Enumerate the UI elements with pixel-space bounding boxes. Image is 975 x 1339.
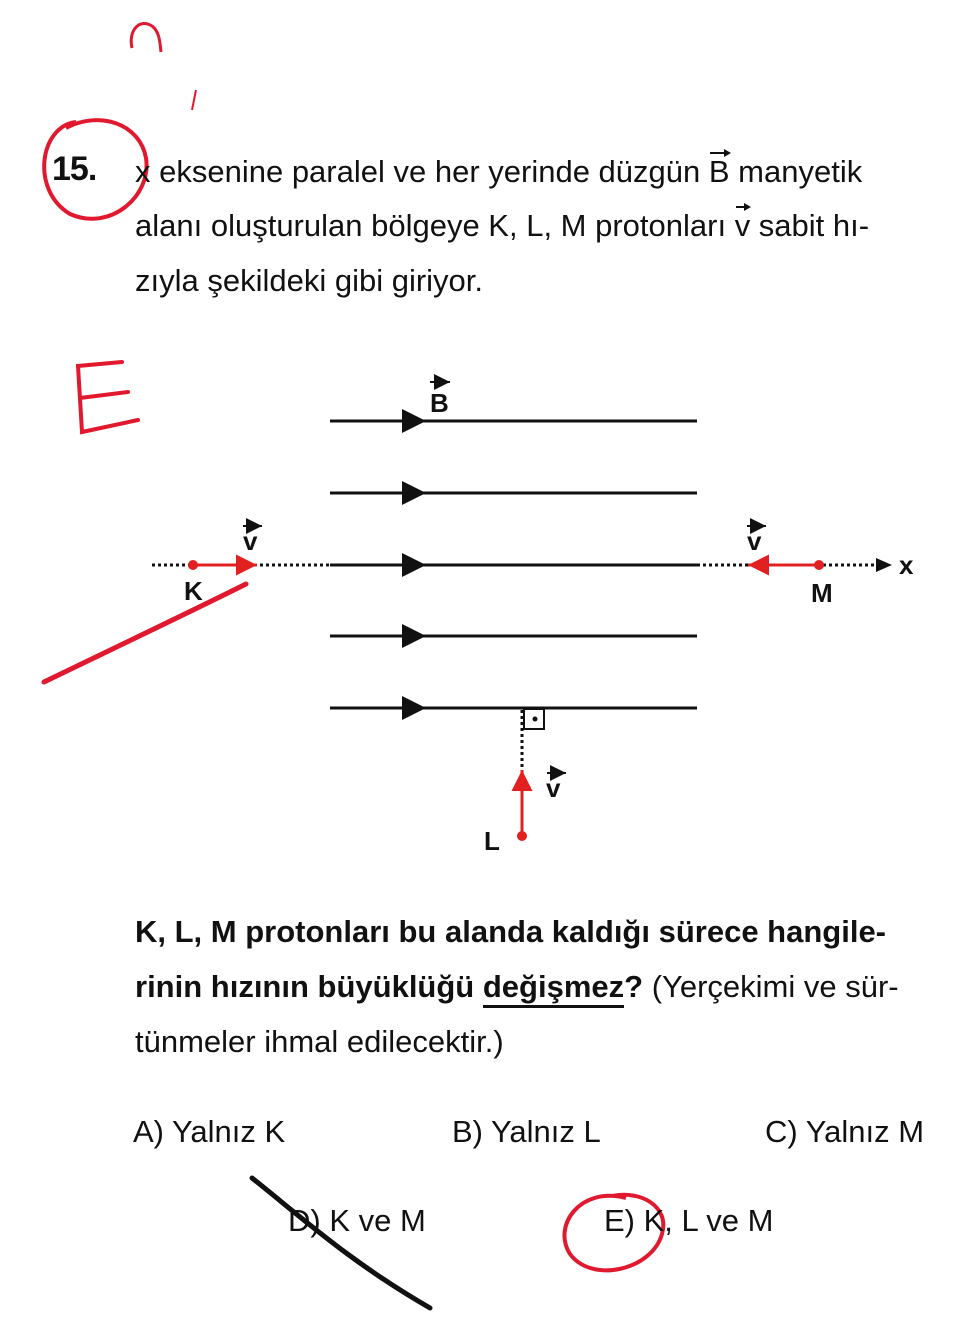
field-label-group [430, 382, 450, 418]
velocity-vector-symbol: v [734, 208, 751, 243]
ask-line-1-text: K, L, M protonları bu alanda kaldığı sürece hangile- [135, 914, 887, 949]
particle-m-velocity: v [747, 526, 762, 556]
option-c[interactable]: C) Yalnız M [765, 1114, 925, 1149]
question-line-3: zıyla şekildeki gibi giriyor. [135, 263, 484, 298]
particle-m [747, 526, 833, 608]
ask-line-2-question-mark: ? [624, 969, 644, 1004]
particle-l [484, 709, 566, 856]
particle-l-label: L [484, 826, 500, 856]
particle-k [184, 526, 262, 606]
question-number: 15. [52, 150, 97, 188]
particle-m-label: M [811, 578, 833, 608]
option-b[interactable]: B) Yalnız L [452, 1114, 601, 1149]
ask-line-2-rest: (Yerçekimi ve sür- [643, 969, 899, 1004]
field-vector-symbol: B [708, 154, 730, 189]
ask-keyword-underlined: değişmez [483, 969, 624, 1008]
question-line-2-a: alanı oluşturulan bölgeye K, L, M protonları [135, 208, 735, 243]
option-e[interactable]: E) K, L ve M [604, 1203, 774, 1238]
option-d[interactable]: D) K ve M [288, 1203, 426, 1238]
question-line-1-a: x eksenine paralel ve her yerinde düzgün [135, 154, 709, 189]
particle-k-label: K [184, 576, 203, 606]
ask-line-1 [135, 916, 886, 947]
question-line-2-b: sabit hı- [750, 208, 870, 243]
x-axis-label: x [899, 550, 914, 580]
option-a[interactable]: A) Yalnız K [133, 1114, 286, 1149]
ask-line-2-bold: rinin hızının büyüklüğü [135, 969, 483, 1004]
field-lines [330, 421, 697, 708]
particle-l-velocity: v [546, 773, 561, 803]
ask-line-3: tünmeler ihmal edilecektir.) [135, 1024, 504, 1059]
particle-k-velocity: v [243, 526, 258, 556]
question-line-1-b: manyetik [729, 154, 863, 189]
field-label: B [430, 388, 449, 418]
ask-line-2 [135, 971, 899, 1002]
